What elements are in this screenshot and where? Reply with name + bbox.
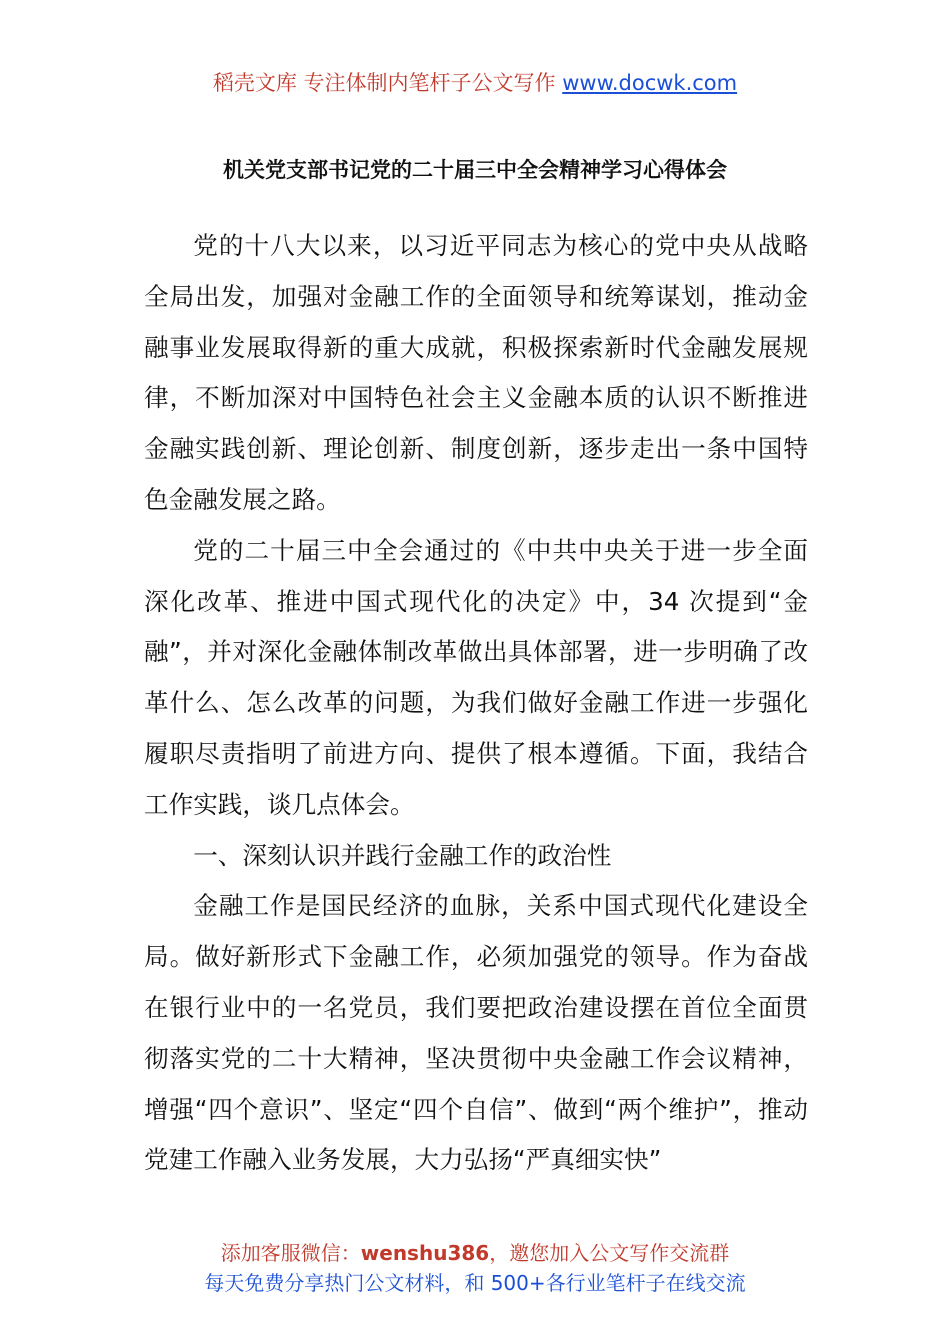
section-heading-1: 一、深刻认识并践行金融工作的政治性 (193, 840, 612, 870)
paragraph-intro: 党的十八大以来，以习近平同志为核心的党中央从战略全局出发，加强对金融工作的全面领导和统筹谋划，推动金融事业发展取得新的重大成就，积极探索新时代金融发展规律，不断加深对中国特色社会主义金融本质的认识不断推进金融实践创新、理论创新、制度创新，逐步走出一条中国特色金融发展之路。 (144, 231, 808, 514)
site-header (0, 68, 950, 98)
footer-wechat-id: wenshu386 (360, 1241, 490, 1265)
footer-share-line: 每天免费分享热门公文材料，和 500+各行业笔杆子在线交流 (204, 1271, 746, 1295)
site-slogan: 稻壳文库 专注体制内笔杆子公文写作 (212, 71, 556, 95)
promo-footer (0, 1238, 950, 1298)
paragraph-section-1: 金融工作是国民经济的血脉，关系中国式现代化建设全局。做好新形式下金融工作，必须加强党的领导。作为奋战在银行业中的一名党员，我们要把政治建设摆在首位全面贯彻落实党的二十大精神，坚决贯彻中央金融工作会议精神，增强“四个意识”、坚定“四个自信”、做到“两个维护”，推动党建工作融入业务发展，大力弘扬“严真细实快” (144, 891, 808, 1175)
site-url-link[interactable]: www.docwk.com (562, 71, 738, 95)
footer-wechat-prefix: 添加客服微信： (220, 1241, 361, 1265)
document-title: 机关党支部书记党的二十届三中全会精神学习心得体会 (223, 158, 727, 182)
footer-wechat-line (0, 1238, 950, 1268)
document-body (144, 221, 808, 1186)
footer-wechat-suffix: ，邀您加入公文写作交流群 (489, 1241, 730, 1265)
paragraph-plenum: 党的二十届三中全会通过的《中共中央关于进一步全面深化改革、推进中国式现代化的决定》中，34 次提到“金融”，并对深化金融体制改革做出具体部署，进一步明确了改革什么、怎么改革的问题，为我们做好金融工作进一步强化履职尽责指明了前进方向、提供了根本遵循。下面，我结合工作实践，谈几点体会。 (144, 535, 808, 819)
